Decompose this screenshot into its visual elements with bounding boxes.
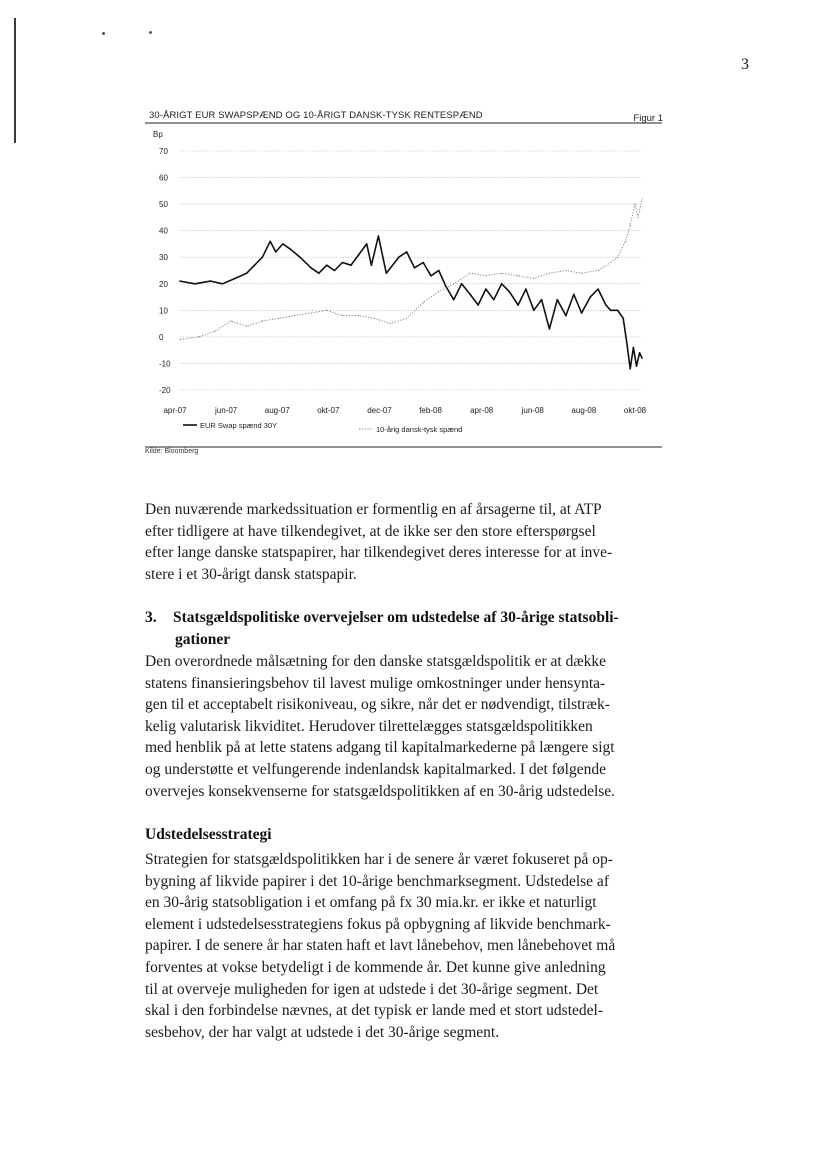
data-point xyxy=(326,264,328,266)
data-point xyxy=(262,256,264,258)
data-point xyxy=(470,273,471,274)
data-point xyxy=(210,280,212,282)
data-point xyxy=(194,283,196,285)
data-point xyxy=(549,328,551,330)
data-point xyxy=(565,315,567,317)
data-point xyxy=(518,275,519,276)
data-point xyxy=(477,304,479,306)
text-line: efter tidligere at have tilkendegivet, at de ikke ser den store efterspørgsel xyxy=(145,522,596,540)
data-point xyxy=(549,273,550,274)
paragraph-objective xyxy=(145,651,665,802)
text-line: en 30-årig statsobligation i et omfang på fx 30 mia.kr. er ikke et naturligt xyxy=(145,894,597,912)
series-line-dk-de-spread xyxy=(180,199,642,340)
data-point xyxy=(605,304,607,306)
data-point xyxy=(299,256,301,258)
y-tick-label: 50 xyxy=(159,200,168,210)
text-line: til at overveje muligheden for igen at udstede i det 30-årige segment. Det xyxy=(145,980,599,998)
y-tick-label: 20 xyxy=(159,279,168,289)
text-line: overvejes konsekvenserne for statsgældspolitikken af en 30-årig udstedelse. xyxy=(145,782,616,800)
legend-label: EUR Swap spænd 30Y xyxy=(200,421,278,430)
data-point xyxy=(485,275,486,276)
data-point xyxy=(630,225,631,226)
data-point xyxy=(581,273,582,274)
data-point xyxy=(641,357,643,359)
x-tick-label: okt-07 xyxy=(317,406,340,415)
section-heading-line: Statsgældspolitiske overvejelser om udstedelse af 30-årige statsobli- xyxy=(173,609,619,626)
legend-label: 10-årig dansk-tysk spænd xyxy=(376,425,463,434)
text-line: med henblik på at lette statens adgang til kapitalmarkederne på længere sigt xyxy=(145,739,615,757)
section-heading-line: gationer xyxy=(175,630,231,648)
data-point xyxy=(634,204,635,205)
text-line: efter lange danske statspapirer, har tilkendegivet deres interesse for at inve- xyxy=(145,544,613,562)
data-point xyxy=(269,241,271,243)
data-point xyxy=(294,315,295,316)
data-point xyxy=(501,283,503,285)
x-tick-label: jun-07 xyxy=(214,406,238,415)
data-point xyxy=(406,318,407,319)
data-point xyxy=(246,272,248,274)
data-point xyxy=(622,318,624,320)
data-point xyxy=(371,264,373,266)
x-tick-label: aug-07 xyxy=(264,406,290,415)
paragraph-intro xyxy=(145,499,665,585)
data-point xyxy=(179,280,181,282)
data-point xyxy=(262,321,263,322)
figure-source: Kilde: Bloomberg xyxy=(145,448,199,455)
section-heading xyxy=(145,607,619,650)
x-tick-label: apr-08 xyxy=(470,406,494,415)
text-line: papirer. I de senere år har staten haft et lavt lånebehov, men lånebehovet må xyxy=(145,937,616,955)
data-point xyxy=(326,310,327,311)
text-line: statens finansieringsbehov til lavest mulige omkostninger under hensynta- xyxy=(145,674,606,692)
data-point xyxy=(222,283,224,285)
data-point xyxy=(318,272,320,274)
data-point xyxy=(533,310,535,312)
section-number: 3. xyxy=(145,609,157,626)
y-tick-label: -20 xyxy=(159,386,171,395)
data-point xyxy=(374,318,375,319)
y-tick-label: 30 xyxy=(159,253,168,263)
data-point xyxy=(610,310,612,312)
data-point xyxy=(180,339,181,340)
scan-speck xyxy=(102,32,105,35)
y-tick-label: 40 xyxy=(159,226,168,236)
data-point xyxy=(633,347,635,349)
data-point xyxy=(311,313,312,314)
data-point xyxy=(485,288,487,290)
data-point xyxy=(310,267,312,269)
data-point xyxy=(438,270,440,272)
text-line: Strategien for statsgældspolitikken har i de senere år været fokuseret på op- xyxy=(145,851,613,868)
figure-label: Figur 1 xyxy=(633,113,663,124)
line-chart xyxy=(145,104,662,462)
data-point xyxy=(625,241,626,242)
data-point xyxy=(214,331,215,332)
data-point xyxy=(386,272,388,274)
x-tick-label: jun-08 xyxy=(521,406,544,415)
data-point xyxy=(198,336,199,337)
data-point xyxy=(358,315,359,316)
data-point xyxy=(334,270,336,272)
data-point xyxy=(430,275,432,277)
data-point xyxy=(234,278,236,280)
data-point xyxy=(557,299,559,301)
x-tick-label: aug-08 xyxy=(571,406,597,415)
data-point xyxy=(509,291,511,293)
data-point xyxy=(469,294,471,296)
y-tick-label: -10 xyxy=(159,359,171,369)
y-axis-label: Bp xyxy=(153,130,163,139)
data-point xyxy=(636,365,638,367)
data-point xyxy=(290,249,292,251)
data-point xyxy=(390,323,391,324)
x-tick-label: apr-07 xyxy=(163,406,187,415)
data-point xyxy=(461,283,463,285)
data-point xyxy=(581,312,583,314)
data-point xyxy=(422,262,424,264)
data-point xyxy=(231,321,232,322)
text-line: bygning af likvide papirer i det 10-årige benchmarksegment. Udstedelse af xyxy=(145,872,609,890)
data-point xyxy=(565,270,566,271)
x-tick-label: dec-07 xyxy=(367,406,392,415)
text-line: skal i den forbindelse nævnes, at det typisk er lande med et stort udstedel- xyxy=(145,1002,603,1020)
data-point xyxy=(617,310,619,312)
text-line: element i udstedelsesstrategiens fokus på opbygning af likvide benchmark- xyxy=(145,915,611,933)
data-point xyxy=(493,299,495,301)
data-point xyxy=(573,294,575,296)
data-point xyxy=(342,262,344,264)
data-point xyxy=(350,264,352,266)
data-point xyxy=(282,243,284,245)
data-point xyxy=(597,288,599,290)
data-point xyxy=(275,251,277,253)
text-line: sesbehov, der har valgt at udstede i det 30-årige segment. xyxy=(145,1023,500,1041)
data-point xyxy=(617,257,618,258)
y-tick-label: 0 xyxy=(159,332,164,342)
text-line: forventes at vokse betydeligt i de kommende år. Det kunne give anledning xyxy=(145,958,606,976)
data-point xyxy=(639,352,641,354)
figure-title: 30-ÅRIGT EUR SWAPSPÆND OG 10-ÅRIGT DANSK-TYSK RENTESPÆND xyxy=(149,110,483,121)
data-point xyxy=(610,262,611,263)
data-point xyxy=(541,299,543,301)
data-point xyxy=(525,288,527,290)
y-tick-label: 70 xyxy=(159,147,168,156)
data-point xyxy=(629,368,631,370)
scan-speck xyxy=(149,31,152,34)
text-line: gen til et acceptabelt risikoniveau, og sikre, når det er nødvendigt, tilstræk- xyxy=(145,696,610,714)
data-point xyxy=(517,304,519,306)
data-point xyxy=(406,251,408,253)
data-point xyxy=(358,254,360,256)
text-line: stere i et 30-årigt dansk statspapir. xyxy=(145,565,357,583)
scan-margin-line xyxy=(14,18,16,143)
series-line-eur-swap xyxy=(180,236,642,369)
data-point xyxy=(638,217,639,218)
y-tick-label: 10 xyxy=(159,306,168,316)
data-point xyxy=(598,270,599,271)
data-point xyxy=(278,318,279,319)
data-point xyxy=(423,302,424,303)
data-point xyxy=(438,291,439,292)
data-point xyxy=(246,326,247,327)
x-tick-label: feb-08 xyxy=(419,406,442,415)
text-line: Den nuværende markedssituation er formentlig en af årsagerne til, at ATP xyxy=(145,501,602,518)
text-line: og understøtte et velfungerende indenlandsk kapitalmarked. I det følgende xyxy=(145,760,606,778)
data-point xyxy=(533,278,534,279)
data-point xyxy=(398,256,400,258)
data-point xyxy=(453,283,454,284)
x-tick-label: okt-08 xyxy=(623,406,647,415)
data-point xyxy=(254,264,256,266)
text-line: kelig valutarisk likviditet. Herudover tilrettelægges statsgældspolitikken xyxy=(145,717,593,735)
data-point xyxy=(453,299,455,301)
data-point xyxy=(589,296,591,298)
paragraph-strategy xyxy=(145,849,665,1043)
subheading: Udstedelsesstrategi xyxy=(145,826,272,843)
data-point xyxy=(342,315,343,316)
data-point xyxy=(501,273,502,274)
text-line: Den overordnede målsætning for den danske statsgældspolitik er at dække xyxy=(145,653,607,670)
data-point xyxy=(642,198,643,199)
data-point xyxy=(366,243,368,245)
data-point xyxy=(626,344,628,346)
data-point xyxy=(378,235,380,237)
page-number: 3 xyxy=(741,56,749,73)
y-tick-label: 60 xyxy=(159,173,168,183)
data-point xyxy=(445,286,447,288)
data-point xyxy=(414,267,416,269)
figure xyxy=(145,104,662,462)
